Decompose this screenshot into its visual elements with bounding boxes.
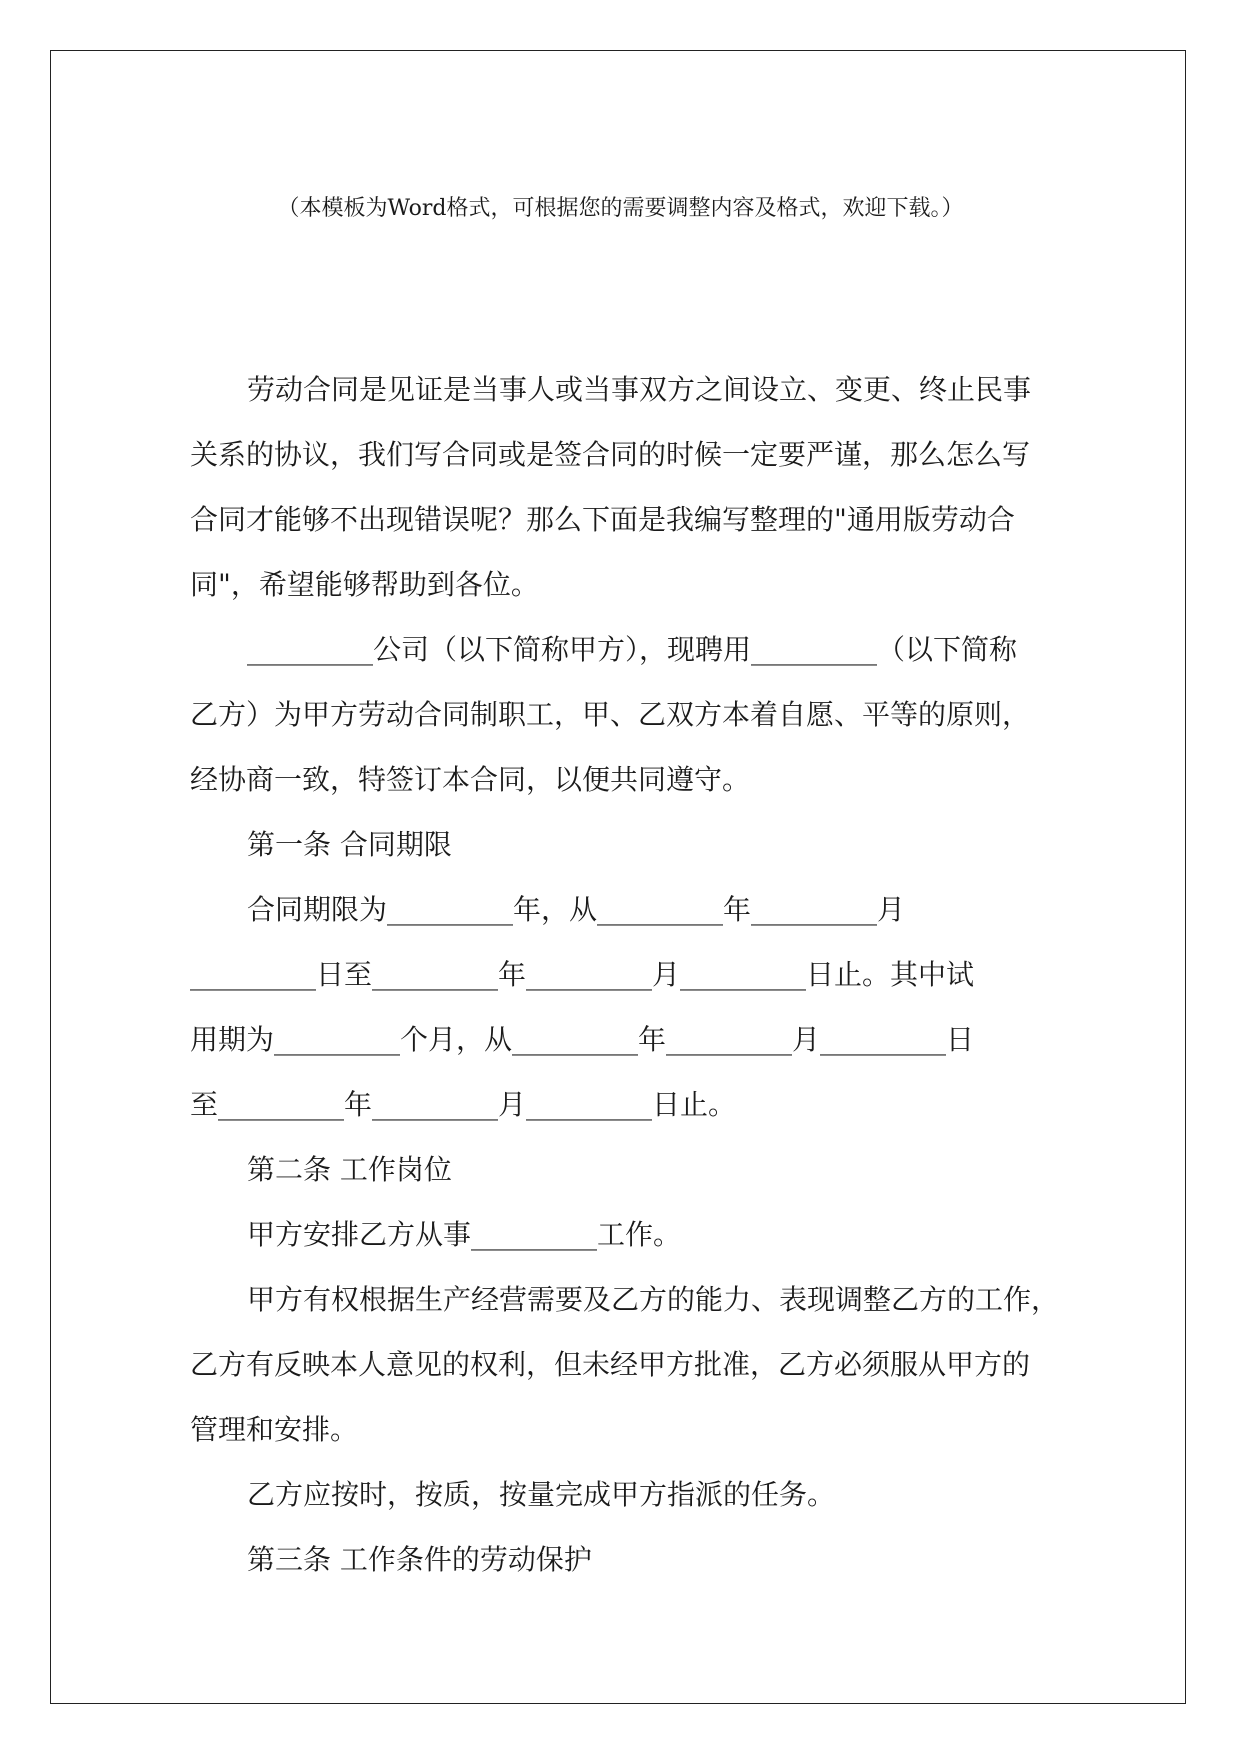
position-line-2: 甲方有权根据生产经营需要及乙方的能力、表现调整乙方的工作， [247, 1283, 1060, 1316]
article-2-heading: 第二条 工作岗位 [247, 1153, 452, 1186]
parties-line-3: 经协商一致，特签订本合同，以便共同遵守。 [190, 763, 751, 796]
parties-line-1: _________公司（以下简称甲方），现聘用_________（以下简称 [247, 633, 1018, 666]
parties-line-2: 乙方）为甲方劳动合同制职工，甲、乙双方本着自愿、平等的原则， [190, 698, 1031, 731]
term-line-1: 合同期限为_________年，从_________年_________月 [247, 893, 906, 926]
intro-line-3: 合同才能够不出现错误呢？那么下面是我编写整理的"通用版劳动合 [190, 503, 1015, 536]
intro-line-4: 同"，希望能够帮助到各位。 [190, 568, 539, 601]
article-3-heading: 第三条 工作条件的劳动保护 [247, 1543, 592, 1576]
position-line-4: 管理和安排。 [190, 1413, 359, 1446]
page-border [50, 50, 1186, 1704]
position-line-5: 乙方应按时，按质，按量完成甲方指派的任务。 [247, 1478, 836, 1511]
article-1-heading: 第一条 合同期限 [247, 828, 452, 861]
term-line-2: _________日至_________年_________月_________日止。其中试 [190, 958, 975, 991]
position-line-3: 乙方有反映本人意见的权利，但未经甲方批准，乙方必须服从甲方的 [190, 1348, 1031, 1381]
term-line-3: 用期为_________个月，从_________年_________月_________日 [190, 1023, 975, 1056]
term-line-4: 至_________年_________月_________日止。 [190, 1088, 737, 1121]
template-notice: （本模板为Word格式，可根据您的需要调整内容及格式，欢迎下载。） [277, 196, 964, 221]
position-line-1: 甲方安排乙方从事_________工作。 [247, 1218, 682, 1251]
intro-line-1: 劳动合同是见证是当事人或当事双方之间设立、变更、终止民事 [247, 373, 1032, 406]
intro-line-2: 关系的协议，我们写合同或是签合同的时候一定要严谨，那么怎么写 [190, 438, 1031, 471]
